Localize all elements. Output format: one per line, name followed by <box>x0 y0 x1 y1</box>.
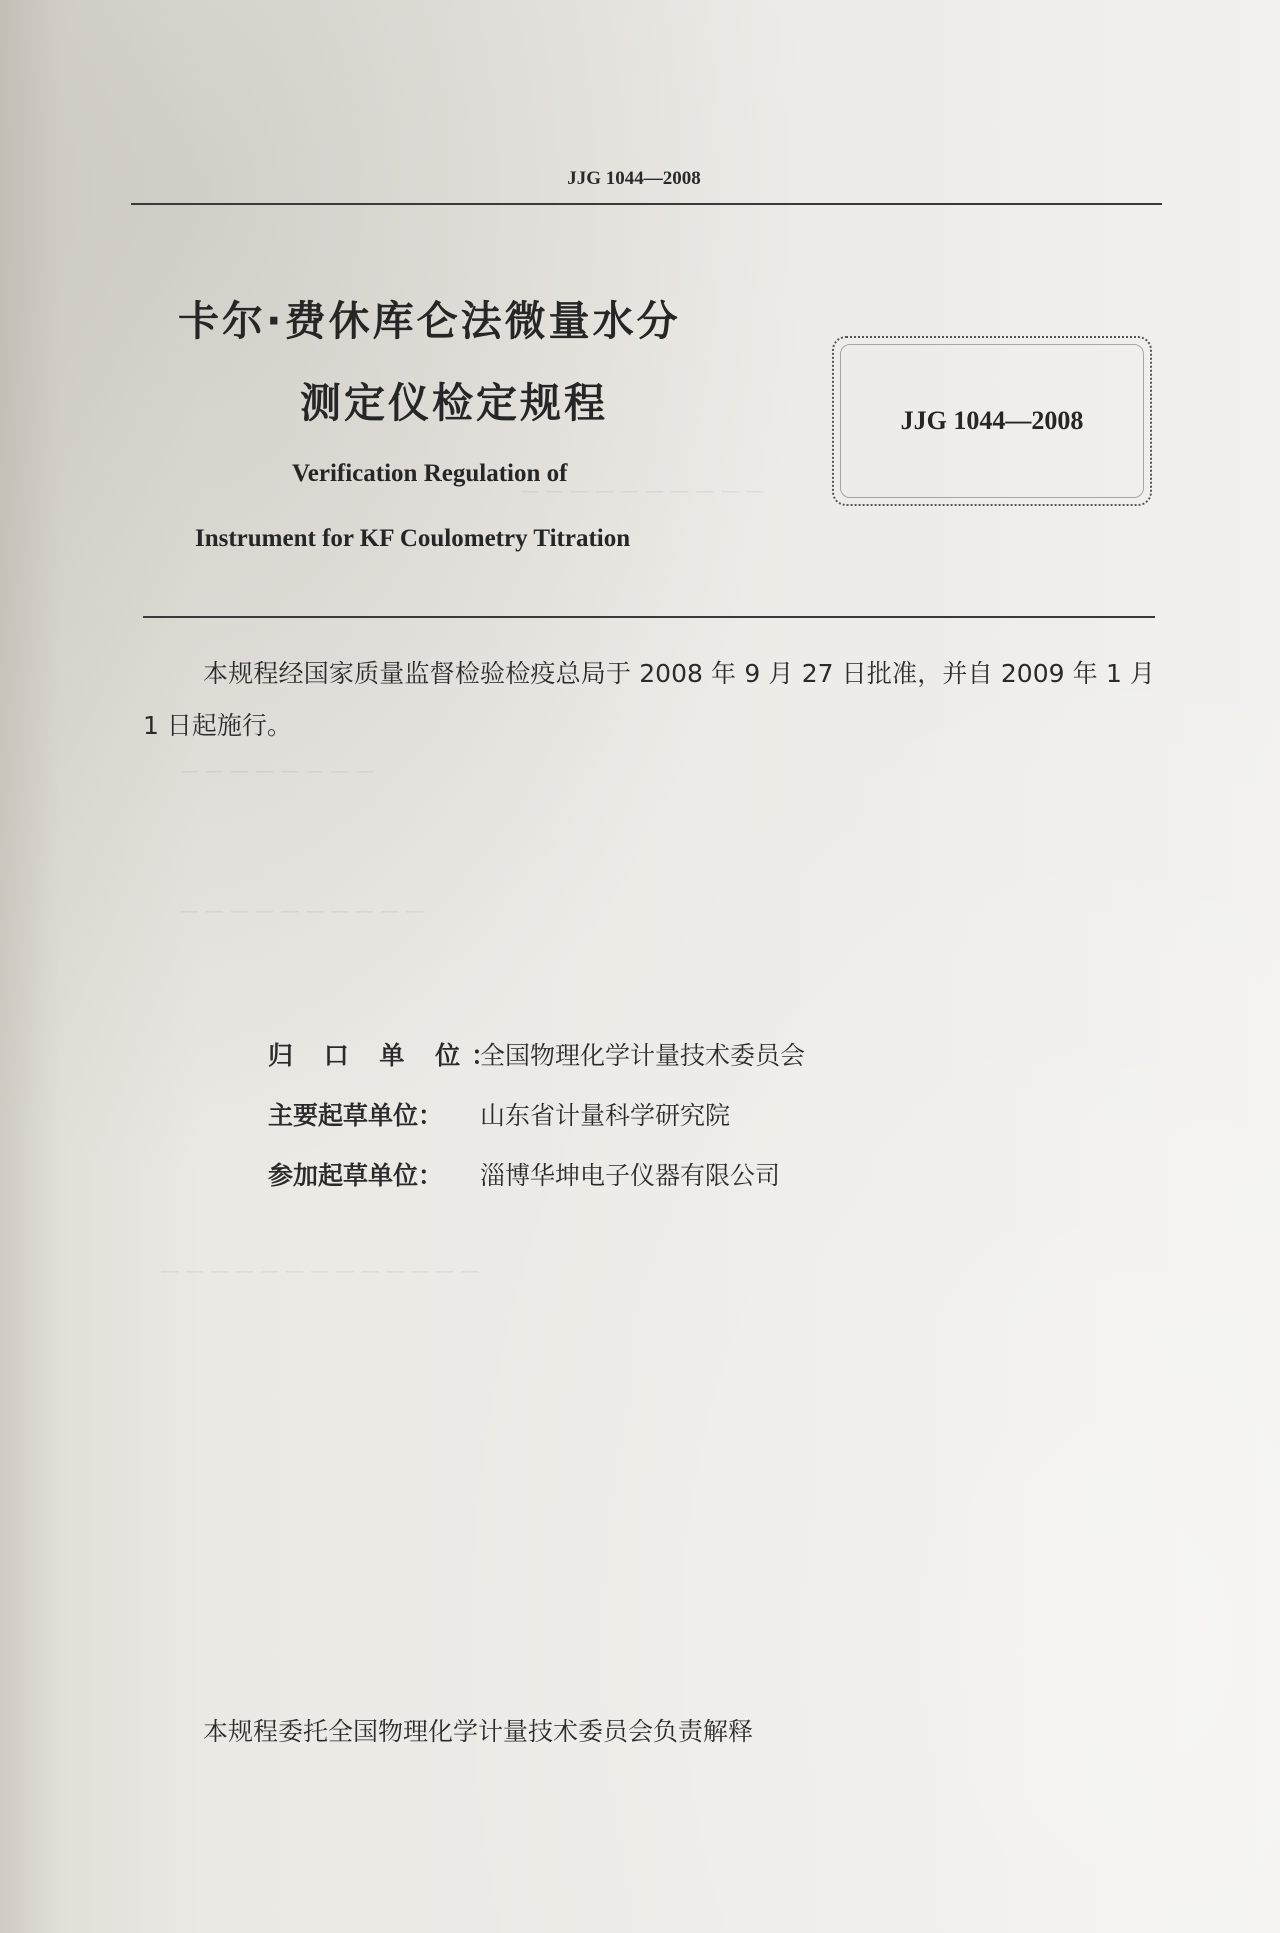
organization-value: 山东省计量科学研究院 <box>480 1101 731 1130</box>
organization-label: 参加起草单位： <box>268 1161 444 1190</box>
organization-value: 淄博华坤电子仪器有限公司 <box>480 1161 781 1190</box>
show-through-text: — — — — — — — — — — <box>180 900 425 922</box>
organization-label: 归 口 单 位： <box>268 1041 508 1070</box>
standard-code: JJG 1044—2008 <box>900 406 1084 435</box>
interpretation-note: 本规程委托全国物理化学计量技术委员会负责解释 <box>203 1717 754 1746</box>
section-rule <box>143 616 1155 618</box>
title-chinese-line-2: 测定仪检定规程 <box>300 379 608 427</box>
organization-row <box>268 1096 730 1132</box>
title-english-line-1: Verification Regulation of <box>292 460 568 487</box>
approval-statement: 本规程经国家质量监督检验检疫总局于 2008 年 9 月 27 日批准，并自 2009 年 1 月 1 日起施行。 <box>143 659 1155 740</box>
standard-code-box <box>832 336 1152 506</box>
show-through-text: — — — — — — — — — — — — — <box>160 1260 480 1282</box>
title-chinese-line-1: 卡尔·费休库仑法微量水分 <box>178 297 681 345</box>
organization-value: 全国物理化学计量技术委员会 <box>480 1041 806 1070</box>
organization-label: 主要起草单位： <box>268 1101 444 1130</box>
organization-row <box>268 1156 780 1192</box>
show-through-text: — — — — — — — — <box>180 760 375 782</box>
organization-row <box>268 1036 805 1072</box>
header-rule <box>131 203 1162 205</box>
running-header-code: JJG 1044—2008 <box>567 168 701 189</box>
show-through-text: — — — — — — — — — — <box>520 480 765 502</box>
title-english-line-2: Instrument for KF Coulometry Titration <box>195 525 631 552</box>
